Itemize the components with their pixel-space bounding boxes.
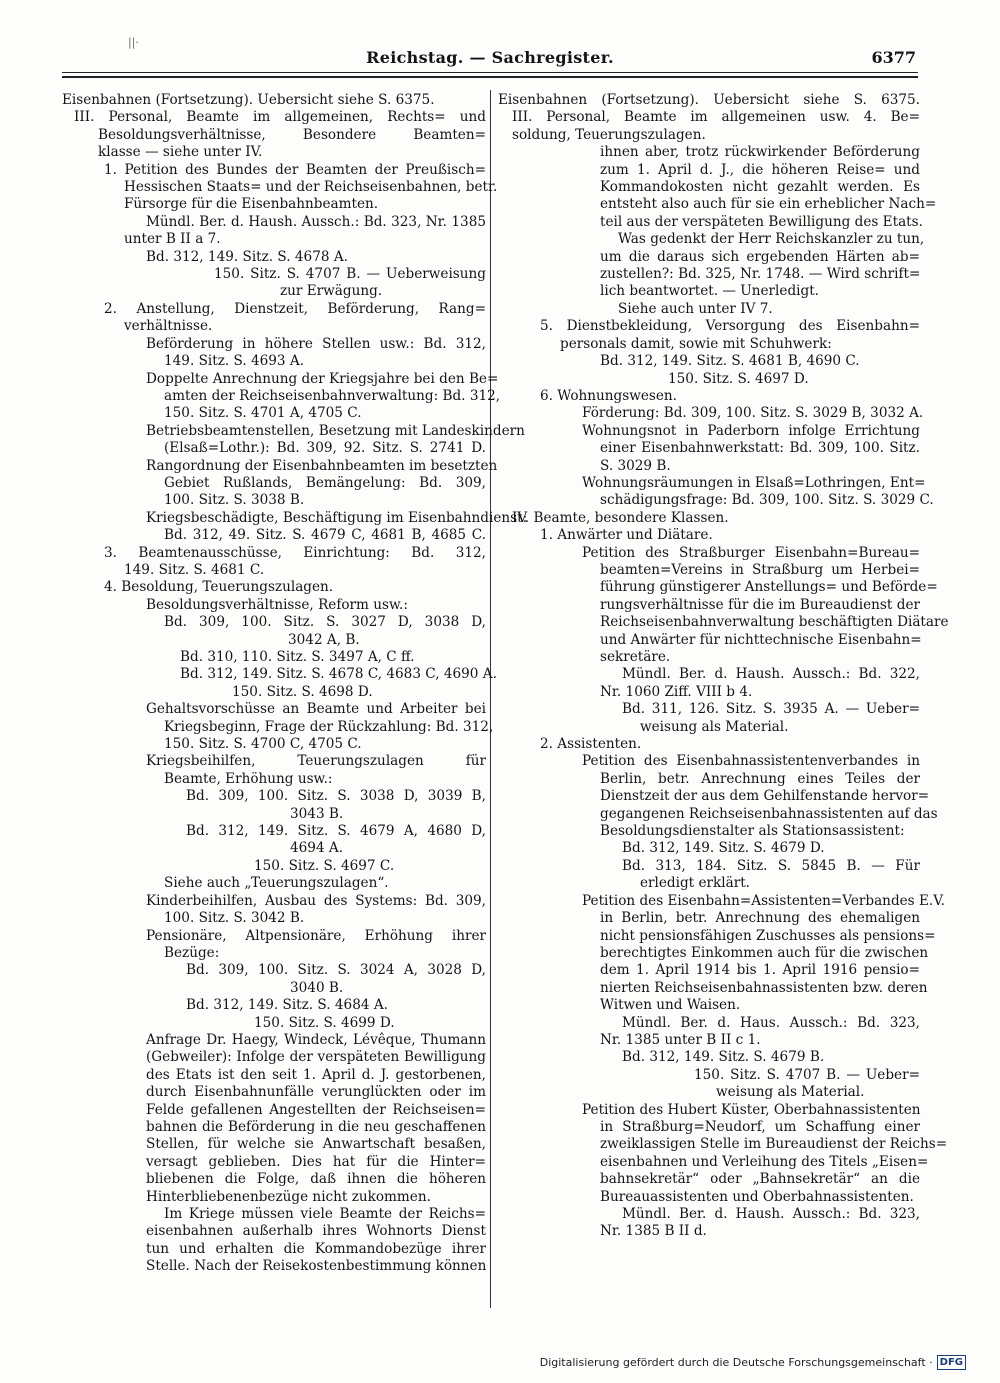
index-line: 6. Wohnungswesen. [540, 387, 677, 404]
index-line: zur Erwägung. [280, 283, 383, 300]
index-line: Was gedenkt der Herr Reichskanzler zu tun, [618, 231, 925, 248]
index-line: 3043 B. [290, 805, 344, 822]
index-line: Hinterbliebenenbezüge nicht zukommen. [146, 1188, 431, 1205]
index-line: 150. Sitz. S. 4697 C. [254, 857, 395, 874]
index-line: Bd. 312, 49. Sitz. S. 4679 C, 4681 B, 4685 C. [164, 527, 486, 544]
index-line: Nr. 1385 unter B II c 1. [600, 1031, 761, 1048]
index-line: sekretäre. [600, 649, 671, 665]
right-column [498, 92, 949, 1241]
index-line: Stelle. Nach der Reisekostenbestimmung können [146, 1258, 487, 1275]
index-line: bliebenen die Folge, daß ihnen die höheren [146, 1171, 486, 1188]
index-line: durch Eisenbahnunfälle verunglückten oder im [146, 1084, 486, 1101]
index-line: weisung als Material. [640, 718, 789, 735]
index-line: Berlin, betr. Anrechnung eines Teiles der [600, 770, 920, 787]
index-line: Bd. 309, 100. Sitz. S. 3024 A, 3028 D, [186, 962, 486, 979]
index-line: Eisenbahnen (Fortsetzung). Uebersicht siehe S. 6375. [62, 92, 435, 108]
index-line: zweiklassigen Stelle im Bureaudienst der Reichs= [600, 1136, 948, 1153]
index-line: lich beantwortet. — Unerledigt. [600, 283, 819, 300]
index-line: Siehe auch „Teuerungszulagen“. [164, 875, 389, 892]
index-line: Petition des Hubert Küster, Oberbahnassistenten [582, 1101, 921, 1118]
index-line: Bd. 312, 149. Sitz. S. 4684 A. [186, 997, 388, 1014]
index-line: Besoldungsverhältnisse, Reform usw.: [146, 596, 408, 613]
index-line: 4. Besoldung, Teuerungszulagen. [104, 579, 334, 596]
dfg-logo: DFG [937, 1355, 966, 1370]
index-line: Bezüge: [164, 944, 220, 961]
index-line: 2. Assistenten. [540, 736, 642, 753]
index-line: 4694 A. [290, 840, 344, 857]
index-line: Petition des Eisenbahn=Assistenten=Verbandes E.V. [582, 892, 945, 909]
index-line: 150. Sitz. S. 4698 D. [232, 683, 373, 700]
index-line: unter B II a 7. [124, 231, 221, 248]
index-line: einer Eisenbahnwerkstatt: Bd. 309, 100. Sitz. [600, 440, 920, 457]
index-line: entsteht also auch für sie ein erheblicher Nach= [600, 196, 937, 213]
index-line: Förderung: Bd. 309, 100. Sitz. S. 3029 B, 3032 A. [582, 405, 924, 422]
index-line: Bd. 312, 149. Sitz. S. 4678 A. [146, 248, 348, 265]
index-line: Anfrage Dr. Haegy, Windeck, Lévêque, Thumann [146, 1031, 486, 1048]
index-line: nicht pensionsfähigen Zuschusses als pensions= [600, 927, 936, 944]
index-line: und Anwärter für nichttechnische Eisenbahn= [600, 631, 922, 648]
index-line: Kinderbeihilfen, Ausbau des Systems: Bd. 309, [146, 892, 486, 909]
header-rule-thick [62, 76, 918, 78]
index-line: Wohnungsräumungen in Elsaß=Lothringen, Ent= [582, 474, 926, 491]
index-line: Gehaltsvorschüsse an Beamte und Arbeiter bei [146, 701, 486, 718]
index-line: Doppelte Anrechnung der Kriegsjahre bei den Be= [146, 370, 499, 387]
index-line: personals damit, sowie mit Schuhwerk: [560, 335, 832, 352]
index-line: eisenbahnen und Verleihung des Titels „Eisen= [600, 1153, 929, 1170]
index-line: Reichseisenbahnverwaltung beschäftigten Diätare [600, 614, 949, 631]
index-line: Bd. 309, 100. Sitz. S. 3027 D, 3038 D, [164, 614, 486, 631]
index-line: Betriebsbeamtenstellen, Besetzung mit Landeskindern [146, 422, 525, 439]
index-line: Petition des Straßburger Eisenbahn=Bureau= [582, 544, 920, 561]
header-rule [62, 72, 918, 73]
index-line: III. Personal, Beamte im allgemeinen usw. 4. Be= [512, 109, 920, 126]
index-line: 150. Sitz. S. 4701 A, 4705 C. [164, 405, 362, 422]
index-line: berechtigtes Einkommen auch für die zwischen [600, 944, 929, 961]
index-line: 3. Beamtenausschüsse, Einrichtung: Bd. 312, [104, 544, 486, 561]
index-line: Rangordnung der Eisenbahnbeamten im besetzten [146, 457, 498, 474]
index-line: tun und erhalten die Kommandobezüge ihrer [146, 1240, 486, 1257]
index-line: Mündl. Ber. d. Haush. Aussch.: Bd. 323, Nr. 1385 [146, 213, 486, 230]
index-line: teil aus der verspäteten Bewilligung des Etats. [600, 213, 923, 230]
index-line: S. 3029 B. [600, 457, 671, 474]
index-line: ihnen aber, trotz rückwirkender Beförderung [600, 144, 920, 161]
index-line: Fürsorge für die Eisenbahnbeamten. [124, 196, 379, 213]
index-line: (Gebweiler): Infolge der verspäteten Bewilligung [146, 1049, 486, 1066]
index-line: führung günstigerer Anstellungs= und Beförde= [600, 579, 938, 596]
index-line: amten der Reichseisenbahnverwaltung: Bd. 312, [164, 387, 501, 404]
index-line: schädigungsfrage: Bd. 309, 100. Sitz. S. 3029 C. [600, 492, 934, 509]
index-line: IV. Beamte, besondere Klassen. [512, 509, 729, 526]
index-line: Bd. 311, 126. Sitz. S. 3935 A. — Ueber= [622, 701, 920, 718]
index-line: um die daraus sich ergebenden Härten ab= [600, 248, 920, 265]
index-line: beamten=Vereins in Straßburg um Herbei= [600, 561, 920, 578]
index-line: 3042 A, B. [288, 631, 360, 648]
index-line: dem 1. April 1914 bis 1. April 1916 pensio= [600, 962, 920, 979]
index-line: versagt geblieben. Dies hat für die Hinter= [146, 1153, 486, 1170]
index-line: Pensionäre, Altpensionäre, Erhöhung ihrer [146, 927, 486, 944]
index-line: 149. Sitz. S. 4681 C. [124, 561, 265, 578]
index-line: Wohnungsnot in Paderborn infolge Errichtung [582, 422, 920, 439]
index-line: des Etats ist den seit 1. April d. J. gestorbenen, [146, 1066, 486, 1083]
footer [540, 1355, 966, 1370]
index-line: 150. Sitz. S. 4707 B. — Ueberweisung [214, 266, 486, 283]
index-line: Kriegsbeschädigte, Beschäftigung im Eisenbahndienst: [146, 509, 528, 526]
index-line: 2. Anstellung, Dienstzeit, Beförderung, Rang= [104, 300, 486, 317]
index-line: Bd. 309, 100. Sitz. S. 3038 D, 3039 B, [186, 788, 486, 805]
index-line: 5. Dienstbekleidung, Versorgung des Eisenbahn= [540, 318, 920, 335]
index-line: Beförderung in höhere Stellen usw.: Bd. 312, [146, 335, 486, 352]
index-line: Bd. 312, 149. Sitz. S. 4679 D. [622, 840, 825, 857]
index-line: Bureauassistenten und Oberbahnassistenten. [600, 1188, 914, 1205]
index-line: 150. Sitz. S. 4700 C, 4705 C. [164, 736, 362, 753]
index-line: Beamte, Erhöhung usw.: [164, 770, 333, 787]
index-line: gegangenen Reichseisenbahnassistenten auf das [600, 805, 938, 822]
index-line: Bd. 312, 149. Sitz. S. 4679 B. [622, 1049, 825, 1066]
index-line: Kriegsbeihilfen, Teuerungszulagen für [146, 753, 486, 770]
index-line: 1. Petition des Bundes der Beamten der Preußisch= [104, 161, 486, 178]
index-line: 149. Sitz. S. 4693 A. [164, 353, 305, 370]
index-line: klasse — siehe unter IV. [98, 144, 263, 161]
page-number: 6377 [871, 48, 916, 67]
index-line: eisenbahnen außerhalb ihres Wohnorts Dienst [146, 1223, 486, 1240]
index-line: Felde gefallenen Angestellten der Reichseisen= [146, 1101, 486, 1118]
index-line: soldung, Teuerungszulagen. [512, 126, 706, 143]
index-line: Besoldungsdienstalter als Stationsassistent: [600, 823, 905, 840]
index-line: Petition des Eisenbahnassistentenverbandes in [582, 753, 920, 770]
index-line: Bd. 310, 110. Sitz. S. 3497 A, C ff. [180, 649, 415, 665]
index-line: Bd. 312, 149. Sitz. S. 4679 A, 4680 D, [186, 823, 486, 840]
index-line: Gebiet Rußlands, Bemängelung: Bd. 309, [164, 474, 486, 491]
index-line: Eisenbahnen (Fortsetzung). Uebersicht siehe S. 6375. [498, 92, 920, 108]
index-line: Bd. 313, 184. Sitz. S. 5845 B. — Für [622, 857, 920, 874]
index-line: nierten Reichseisenbahnassistenten bzw. deren [600, 979, 928, 996]
running-title: Reichstag. — Sachregister. [366, 48, 614, 67]
index-line: zum 1. April d. J., die höheren Reise= und [600, 161, 920, 178]
index-line: 3040 B. [290, 979, 344, 996]
index-line: Mündl. Ber. d. Haush. Aussch.: Bd. 323, [622, 1206, 920, 1222]
index-line: Stellen, für welche sie Anwartschaft besaßen, [146, 1136, 486, 1153]
index-line: rungsverhältnisse für die im Bureaudienst der [600, 596, 920, 613]
index-line: Nr. 1060 Ziff. VIII b 4. [600, 683, 753, 700]
index-line: 1. Anwärter und Diätare. [540, 527, 713, 544]
index-line: Mündl. Ber. d. Haus. Aussch.: Bd. 323, [622, 1014, 920, 1031]
index-line: bahnsekretär“ oder „Bahnsekretär“ an die [600, 1171, 920, 1188]
index-line: (Elsaß=Lothr.): Bd. 309, 92. Sitz. S. 2741 D. [164, 440, 486, 457]
column-divider [490, 90, 491, 1308]
index-line: 100. Sitz. S. 3042 B. [164, 910, 305, 927]
index-line: 150. Sitz. S. 4697 D. [668, 370, 809, 387]
page-mark: ||· [128, 36, 139, 49]
index-line: Besoldungsverhältnisse, Besondere Beamten= [98, 126, 486, 143]
index-line: Bd. 312, 149. Sitz. S. 4678 C, 4683 C, 4690 A. [180, 666, 497, 683]
index-line: weisung als Material. [716, 1084, 865, 1101]
index-line: erledigt erklärt. [640, 875, 750, 892]
index-line: Witwen und Waisen. [600, 997, 741, 1014]
index-line: Kriegsbeginn, Frage der Rückzahlung: Bd. 312, [164, 718, 494, 735]
index-line: in Straßburg=Neudorf, um Schaffung einer [600, 1118, 920, 1135]
index-line: Bd. 312, 149. Sitz. S. 4681 B, 4690 C. [600, 353, 860, 370]
index-line: bahnen die Beförderung in die neu geschaffenen [146, 1118, 486, 1135]
index-line: in Berlin, betr. Anrechnung des ehemaligen [600, 910, 920, 927]
index-line: Dienstzeit der aus dem Gehilfenstande hervor= [600, 788, 930, 805]
index-line: III. Personal, Beamte im allgemeinen, Rechts= und [74, 109, 486, 126]
page-header [62, 48, 918, 72]
left-column [62, 92, 528, 1276]
index-line: Hessischen Staats= und der Reichseisenbahnen, betr. [124, 179, 498, 196]
index-line: Nr. 1385 B II d. [600, 1223, 707, 1240]
index-line: 150. Sitz. S. 4699 D. [254, 1014, 395, 1031]
index-line: 150. Sitz. S. 4707 B. — Ueber= [694, 1066, 920, 1083]
index-line: zustellen?: Bd. 325, Nr. 1748. — Wird schrift= [600, 266, 921, 283]
index-line: Siehe auch unter IV 7. [618, 300, 773, 317]
index-line: Mündl. Ber. d. Haush. Aussch.: Bd. 322, [622, 666, 920, 683]
footer-credit: Digitalisierung gefördert durch die Deutsche Forschungsgemeinschaft · [539, 1356, 933, 1369]
index-line: verhältnisse. [124, 318, 213, 335]
index-line: 100. Sitz. S. 3038 B. [164, 492, 305, 509]
index-line: Kommandokosten nicht gezahlt werden. Es [600, 179, 920, 196]
index-line: Im Kriege müssen viele Beamte der Reichs= [164, 1206, 486, 1222]
